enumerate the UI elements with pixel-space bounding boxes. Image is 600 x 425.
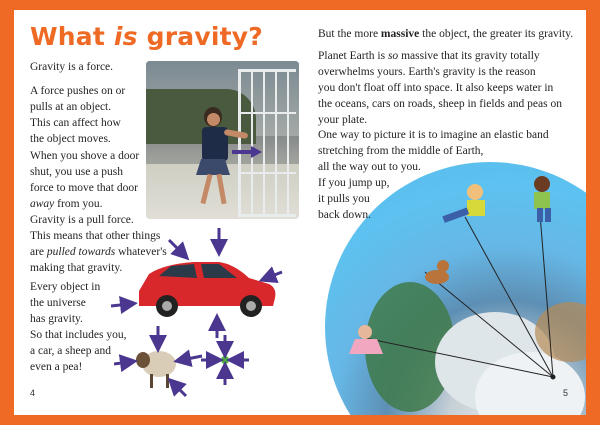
gravity-arrow-icon xyxy=(169,240,183,254)
gravity-arrow-icon xyxy=(267,272,282,278)
paragraph-massive: But the more massive the object, the greater its gravity. xyxy=(318,28,574,40)
pea-gravity-illustration xyxy=(200,333,250,387)
paragraph-every-object: Every object in the universe has gravity. So that includes you, a car, a sheep and even a pea! xyxy=(30,281,127,373)
car-gravity-illustration xyxy=(109,226,284,341)
paragraph-pull-force: Gravity is a pull force. This means that other things are pulled towards whatever's making that gravity. xyxy=(30,214,167,274)
gravity-arrow-icon xyxy=(111,304,129,306)
sheep-gravity-illustration xyxy=(114,326,204,401)
page-title: What is gravity? xyxy=(30,22,263,51)
paragraph-gravity-force: Gravity is a force. xyxy=(30,61,114,73)
paragraph-door-push: When you shove a door shut, you use a push force to move that door away from you. xyxy=(30,150,140,210)
paragraph-force-definition: A force pushes on or pulls at an object. This can affect how the object moves. xyxy=(30,85,126,145)
push-arrow-icon xyxy=(232,145,262,159)
page-number-right: 5 xyxy=(563,388,569,398)
girl-pushing-gate-photo xyxy=(146,61,299,219)
page-number-left: 4 xyxy=(30,388,36,398)
paragraph-earth-gravity: Planet Earth is so massive that its gravity totally overwhelms yours. Earth's gravity is the reason you don't float off into space. It also keeps water in the oceans, cars on roads, sheep in fields and peas on your plate. xyxy=(318,50,562,126)
book-spread xyxy=(14,10,586,415)
paragraph-elastic-band: One way to picture it is to imagine an elastic band stretching from the middle of Earth, all the way out to you. If you jump up, it pulls you back down. xyxy=(318,129,549,221)
